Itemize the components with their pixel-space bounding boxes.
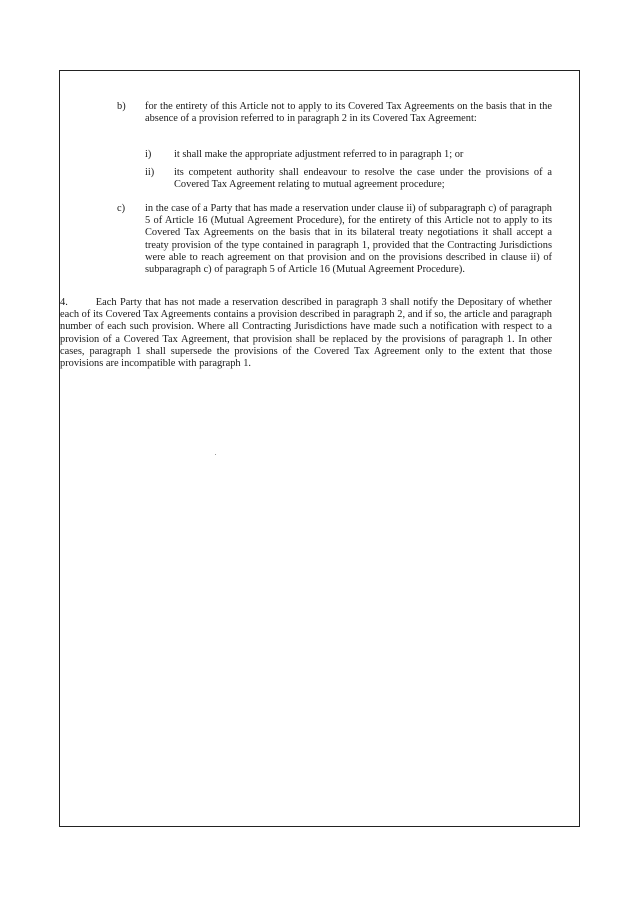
- item-text-b: for the entirety of this Article not to apply to its Covered Tax Agreements on the basis that in the absence of a provision referred to in paragraph 2 in its Covered Tax Agreement:: [145, 101, 552, 125]
- paragraph-4-number: 4.: [60, 297, 68, 308]
- item-text-c: in the case of a Party that has made a reservation under clause ii) of subparagraph c) of paragraph 5 of Article 16 (Mutual Agreement Procedure), for the entirety of this Article not to apply to its Covered Tax Agreements on the basis that in its bilateral treaty negotiations it shall accept a treaty provision of the type contained in paragraph 1, provided that the Contracting Jurisdictions were able to reach agreement on that provision and on the provisions described in clause ii) of subparagraph c) of paragraph 5 of Article 16 (Mutual Agreement Procedure).: [145, 203, 552, 276]
- subitem-text-i: it shall make the appropriate adjustment referred to in paragraph 1; or: [174, 149, 464, 160]
- subitem-label-ii: ii): [145, 167, 155, 178]
- item-label-b: b): [117, 101, 126, 112]
- subitem-text-ii: its competent authority shall endeavour to resolve the case under the provisions of a Covered Tax Agreement relating to mutual agreement procedure;: [174, 167, 552, 191]
- paragraph-4-text: Each Party that has not made a reservation described in paragraph 3 shall notify the Depositary of whether each of its Covered Tax Agreements contains a provision described in paragraph 2, and if so, the article and paragraph number of each such provision. Where all Contracting Jurisdictions have made such a notification with respect to a provision of a Covered Tax Agreement, that provision shall be replaced by the provisions of paragraph 1. In other cases, paragraph 1 shall supersede the provisions of the Covered Tax Agreement only to the extent that those provisions are incompatible with paragraph 1.: [60, 297, 552, 370]
- paragraph-4: [60, 297, 552, 370]
- item-label-c: c): [117, 203, 126, 214]
- stray-dot: [215, 454, 216, 455]
- subitem-label-i: i): [145, 149, 152, 160]
